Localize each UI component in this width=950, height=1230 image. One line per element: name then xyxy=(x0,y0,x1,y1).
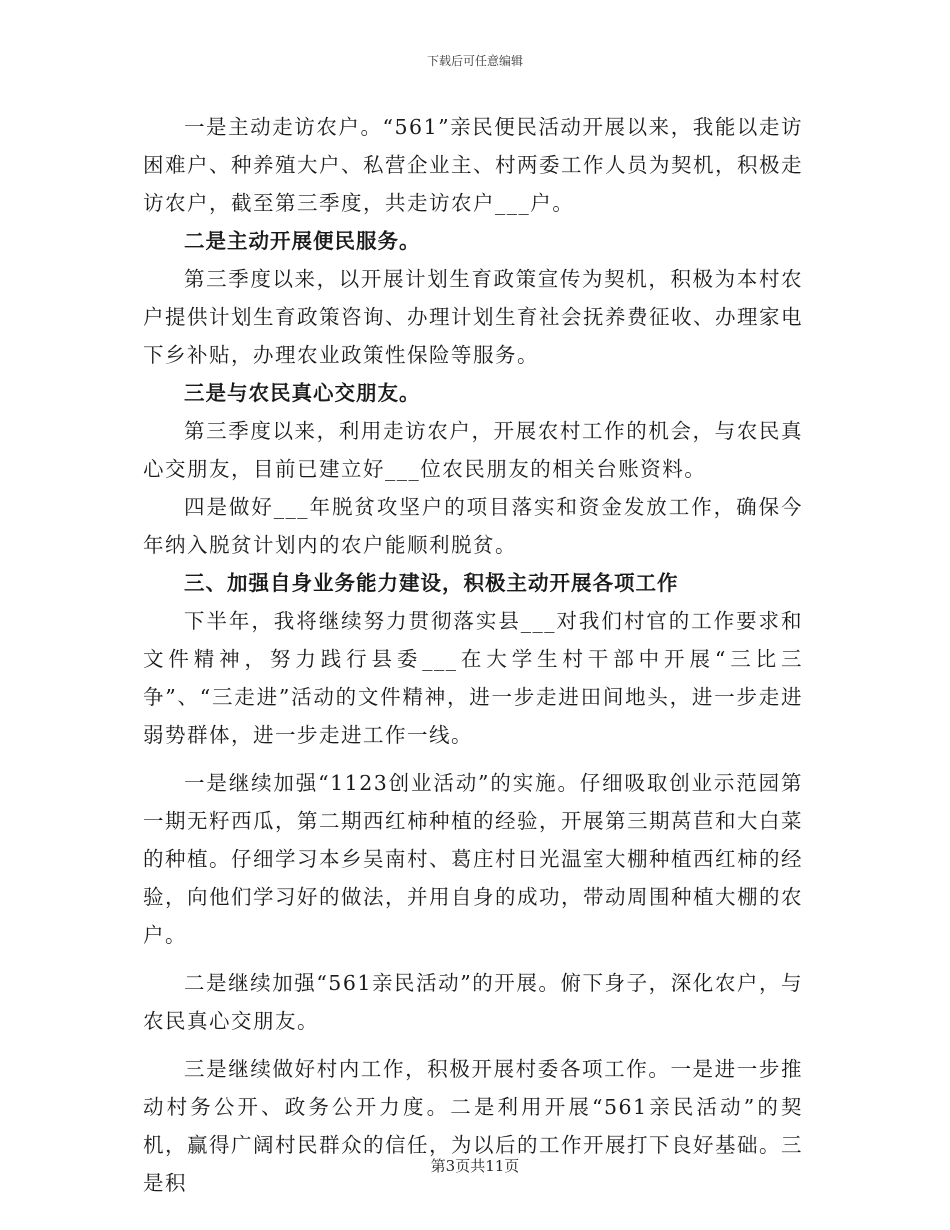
document-body xyxy=(143,108,803,1202)
paragraph-convenience-service: 第三季度以来，以开展计划生育政策宣传为契机，积极为本村农户提供计划生育政策咨询、办理计划生育社会抚养费征收、办理家电下乡补贴，办理农业政策性保险等服务。 xyxy=(143,267,803,367)
paragraph-village-work: 三是继续做好村内工作，积极开展村委各项工作。一是进一步推动村务公开、政务公开力度。二是利用开展“561亲民活动”的契机，赢得广阔村民群众的信任，为以后的工作开展打下良好基础。三是积 xyxy=(143,1057,803,1195)
heading-capacity-building: 三、加强自身业务能力建设，积极主动开展各项工作 xyxy=(184,571,679,595)
paragraph-poverty-alleviation: 四是做好___年脱贫攻坚户的项目落实和资金发放工作，确保今年纳入脱贫计划内的农户能顺利脱贫。 xyxy=(143,495,803,557)
page-footer: 第3页共11页 xyxy=(430,1157,520,1175)
paragraph-make-friends: 第三季度以来，利用走访农户，开展农村工作的机会，与农民真心交朋友，目前已建立好___位农民朋友的相关台账资料。 xyxy=(143,419,803,481)
paragraph-1123-activity: 一是继续加强“1123创业活动”的实施。仔细吸取创业示范园第一期无籽西瓜，第二期西红柿种植的经验，开展第三期莴苣和大白菜的种植。仔细学习本乡吴南村、葛庄村日光温室大棚种植西红柿的经验，向他们学习好的做法，并用自身的成功，带动周围种植大棚的农户。 xyxy=(143,771,803,947)
paragraph-second-half-plan: 下半年，我将继续努力贯彻落实县___对我们村官的工作要求和文件精神，努力践行县委___在大学生村干部中开展“三比三争”、“三走进”活动的文件精神，进一步走进田间地头，进一步走进弱势群体，进一步走进工作一线。 xyxy=(143,609,803,747)
paragraph-visit-farmers: 一是主动走访农户。“561”亲民便民活动开展以来，我能以走访困难户、种养殖大户、私营企业主、村两委工作人员为契机，积极走访农户，截至第三季度，共走访农户___户。 xyxy=(143,115,803,215)
heading-make-friends: 三是与农民真心交朋友。 xyxy=(184,381,421,405)
page-header: 下载后可任意编辑 xyxy=(426,54,523,68)
paragraph-561-activity: 二是继续加强“561亲民活动”的开展。俯下身子，深化农户，与农民真心交朋友。 xyxy=(143,971,803,1033)
heading-convenience-service: 二是主动开展便民服务。 xyxy=(184,229,421,253)
